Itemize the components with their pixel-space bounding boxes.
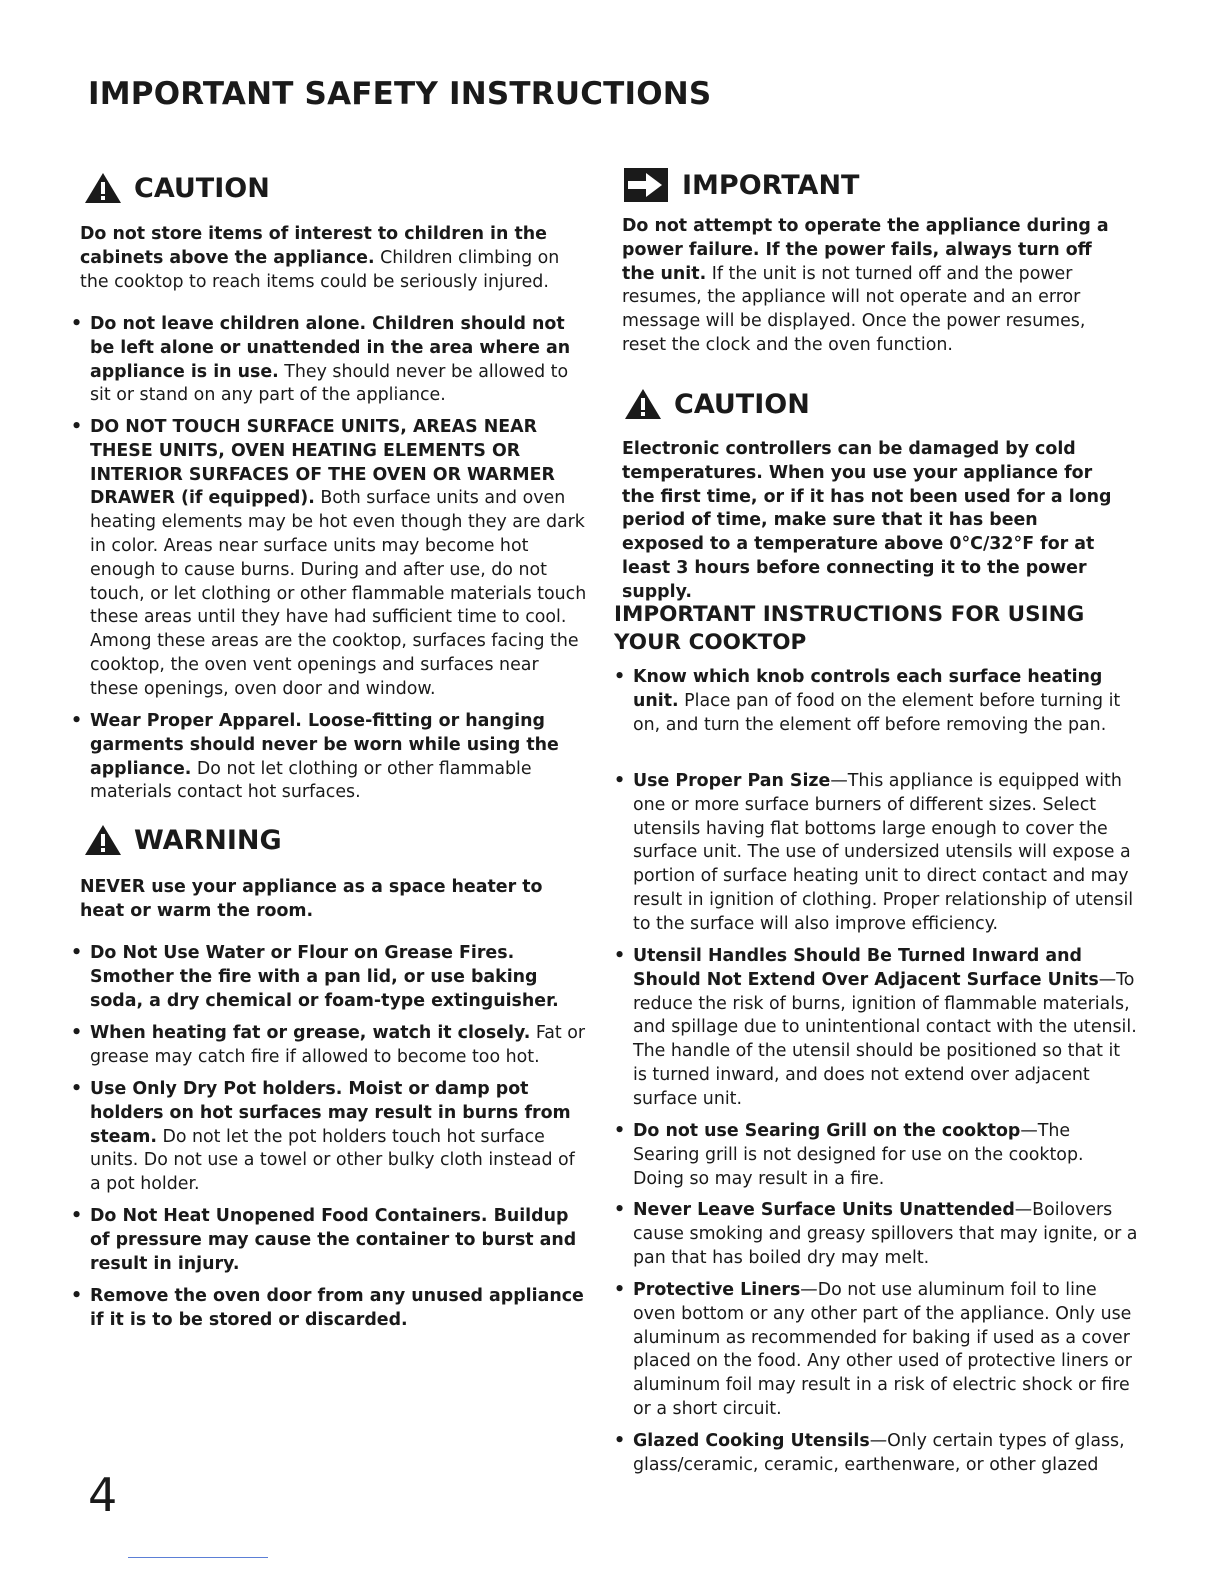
- important-intro-bold: Do not attempt to operate the appliance during a power failure. If the power fails, always turn off the unit.: [622, 216, 1109, 284]
- list-item-bold: When heating fat or grease, watch it closely.: [90, 1023, 531, 1043]
- list-item-bold: Never Leave Surface Units Unattended: [633, 1200, 1015, 1220]
- caution-controllers-bold: Electronic controllers can be damaged by cold temperatures. When you use your appliance for the first time, or if it has not been used for a long period of time, make sure that it has been exposed to a temperature above 0°C/32°F for at least 3 hours before connecting it to the power supply.: [622, 439, 1112, 602]
- bullet-glyph: •: [71, 314, 83, 334]
- bullet-glyph: •: [71, 943, 83, 963]
- list-item: [614, 666, 1138, 737]
- list-item-text: —This appliance is equipped with one or more surface burners of different sizes. Select utensils having flat bottoms large enough to cover the surface unit. The use of undersized utensils will expose a portion of surface heating unit to direct contact and may result in ignition of clothing. Proper relationship of utensil to the surface will also improve efficiency.: [633, 771, 1134, 934]
- list-item: [71, 1205, 590, 1276]
- caution-heading-right: [624, 388, 810, 420]
- list-item: [71, 710, 590, 805]
- warning-triangle-icon: [84, 172, 122, 204]
- list-item: [71, 1022, 590, 1070]
- bullet-glyph: •: [614, 1280, 626, 1300]
- list-item-text: They should never be allowed to sit or stand on any part of the appliance.: [90, 361, 569, 406]
- list-item-text: Place pan of food on the element before turning it on, and turn the element off before removing the pan.: [633, 690, 1121, 735]
- bullet-glyph: •: [71, 417, 83, 437]
- important-heading-text: IMPORTANT: [682, 169, 860, 201]
- list-item-text: —To reduce the risk of burns, ignition of flammable materials, and spillage due to unintentional contact with the utensil. The handle of the utensil should be positioned so that it is turned inward, and does not extend over adjacent surface unit.: [633, 969, 1137, 1109]
- bullet-glyph: •: [614, 771, 626, 791]
- list-item: [71, 1285, 590, 1333]
- caution-intro-bold: Do not store items of interest to children in the cabinets above the appliance.: [80, 224, 547, 268]
- arrow-right-icon: [624, 168, 668, 202]
- bullet-glyph: •: [71, 1206, 83, 1226]
- important-intro-text: If the unit is not turned off and the power resumes, the appliance will not operate and an error message will be displayed. Once the power resumes, reset the clock and the oven function.: [622, 263, 1086, 355]
- important-heading: [624, 168, 859, 202]
- bullet-glyph: •: [71, 711, 83, 731]
- list-item-text: Fat or grease may catch fire if allowed to become too hot.: [90, 1023, 586, 1067]
- caution-heading-text: CAUTION: [674, 388, 810, 420]
- caution-heading-left: [84, 172, 270, 204]
- list-item-bold: Use Only Dry Pot holders. Moist or damp pot holders on hot surfaces may result in burns from steam.: [90, 1079, 571, 1147]
- page-title: IMPORTANT SAFETY INSTRUCTIONS: [88, 76, 712, 112]
- list-item-bold: Do Not Heat Unopened Food Containers. Buildup of pressure may cause the container to burst and result in injury.: [90, 1206, 577, 1274]
- list-item: [614, 1430, 1138, 1478]
- bullet-glyph: •: [614, 1121, 626, 1141]
- list-item: [71, 416, 590, 702]
- list-item: [614, 1199, 1138, 1270]
- list-item: [71, 1078, 590, 1197]
- bullet-glyph: •: [71, 1023, 83, 1043]
- warning-intro-bold: NEVER use your appliance as a space heater to heat or warm the room.: [80, 877, 543, 921]
- list-item-bold: Know which knob controls each surface heating unit.: [633, 667, 1103, 711]
- list-item: [71, 942, 590, 1013]
- caution-intro-text: Children climbing on the cooktop to reach items could be seriously injured.: [80, 247, 560, 292]
- bullet-glyph: •: [71, 1286, 83, 1306]
- list-item-bold: Do not leave children alone. Children should not be left alone or unattended in the area where an appliance is in use.: [90, 314, 571, 382]
- bullet-glyph: •: [71, 1079, 83, 1099]
- bullet-glyph: •: [614, 1200, 626, 1220]
- list-item-text: Both surface units and oven heating elements may be hot even though they are dark in color. Areas near surface units may become hot enough to cause burns. During and after use, do not touch, or let clothing or other flammable materials touch these areas until they have had sufficient time to cool. Among these areas are the cooktop, surfaces facing the cooktop, the oven vent openings and surfaces near these openings, oven door and window.: [90, 488, 587, 699]
- list-item-bold: Glazed Cooking Utensils: [633, 1431, 870, 1451]
- list-item-text: Do not let clothing or other flammable materials contact hot surfaces.: [90, 758, 532, 803]
- page-number: 4: [88, 1468, 118, 1522]
- list-item-bold: Use Proper Pan Size: [633, 771, 831, 791]
- list-item: [614, 1279, 1138, 1422]
- section-heading: IMPORTANT INSTRUCTIONS FOR USING YOUR COOKTOP: [614, 602, 1085, 655]
- footer-divider: [128, 1557, 268, 1558]
- list-item-bold: DO NOT TOUCH SURFACE UNITS, AREAS NEAR THESE UNITS, OVEN HEATING ELEMENTS OR INTERIOR SURFACES OF THE OVEN OR WARMER DRAWER (if equipped).: [90, 417, 555, 509]
- list-item: [614, 945, 1138, 1112]
- warning-triangle-icon: [84, 824, 122, 856]
- warning-heading-text: WARNING: [134, 824, 282, 856]
- warning-triangle-icon: [624, 388, 662, 420]
- list-item: [614, 1120, 1138, 1191]
- list-item-text: Do not let the pot holders touch hot surface units. Do not use a towel or other bulky cloth instead of a pot holder.: [90, 1126, 575, 1195]
- caution-controllers: [622, 438, 1122, 605]
- list-item-text: —Only certain types of glass, glass/ceramic, ceramic, earthenware, or other glazed: [633, 1431, 1125, 1475]
- list-item-bold: Utensil Handles Should Be Turned Inward and Should Not Extend Over Adjacent Surface Units: [633, 946, 1099, 990]
- bullet-glyph: •: [614, 1431, 626, 1451]
- caution-intro: [80, 223, 580, 294]
- bullet-glyph: •: [614, 667, 626, 687]
- list-item-bold: Wear Proper Apparel. Loose-fitting or hanging garments should never be worn while using the appliance.: [90, 711, 559, 779]
- list-item-text: —Do not use aluminum foil to line oven bottom or any other part of the appliance. Only use aluminum as recommended for baking if used as a cover placed on the food. Any other used of protective liners or aluminum foil may result in a risk of electric shock or fire or a short circuit.: [633, 1280, 1132, 1419]
- bullet-glyph: •: [614, 946, 626, 966]
- list-item-bold: Do not use Searing Grill on the cooktop: [633, 1121, 1021, 1141]
- list-item: [614, 770, 1138, 937]
- warning-heading: [84, 824, 282, 856]
- list-item-text: —Boilovers cause smoking and greasy spillovers that may ignite, or a pan that has boiled dry may melt.: [633, 1200, 1138, 1268]
- list-item-bold: Protective Liners: [633, 1280, 801, 1300]
- list-item: [71, 313, 590, 408]
- list-item-text: —The Searing grill is not designed for use on the cooktop. Doing so may result in a fire.: [633, 1121, 1084, 1189]
- important-intro: [622, 215, 1126, 358]
- caution-heading-text: CAUTION: [134, 172, 270, 204]
- warning-intro: [80, 876, 580, 924]
- list-item-bold: Do Not Use Water or Flour on Grease Fires. Smother the fire with a pan lid, or use baking soda, a dry chemical or foam-type extinguisher.: [90, 943, 559, 1011]
- list-item-bold: Remove the oven door from any unused appliance if it is to be stored or discarded.: [90, 1286, 584, 1330]
